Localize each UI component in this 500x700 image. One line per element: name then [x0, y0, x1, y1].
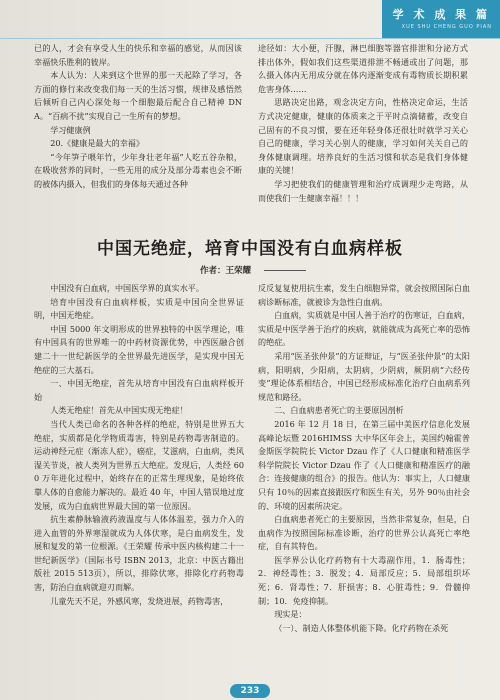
paragraph: 儿童先天不足，外感风寒，发烧进展，药物毒害，	[50, 595, 229, 606]
paragraph: 反反复复使用抗生素，发生白细胞异常，就会按照国际白血病诊断标准，就被诊为急性白血病。	[258, 283, 470, 307]
paragraph: 中国没有白血病，中国医学界的真实水平。	[50, 283, 204, 293]
paragraph: 现实是：	[274, 609, 307, 620]
article-title: 中国无绝症，培育中国没有白血病样板	[97, 239, 403, 259]
paragraph: 采用“医圣张仲景”的方证辩证，与“医圣张仲景”的太阳病，阳明病，少阳病，太阴病，少阴病，厥阴病“六经传变”理论体系相结合，中国已经形成标准化治疗白血病系列规范和路径。	[258, 350, 470, 402]
paragraph: 20.《健康是最大的幸福》	[50, 138, 144, 149]
top-right-column	[258, 42, 468, 205]
paragraph: 中国 5000 年文明形成的世界独特的中医学理论，唯有中国具有的世界唯一的中药材资源优势，中西医融合创建二十一世纪新医学的全世界最先进医学，是实现中国无绝症的三大基石。	[34, 323, 244, 375]
article-author: 作者：王荣耀	[200, 266, 252, 276]
article-right-column	[258, 282, 470, 635]
paragraph: 本人认为：人来到这个世界的那一天起除了学习，各方面的修行来改变我们每一天的生活习惯，规律及感悟然后倾听自己内心深处每一个细胞最后配合自己精神 DNA。“百病不扰”实现自己一生所有的梦想。	[34, 70, 242, 121]
author-underline	[264, 270, 306, 271]
paragraph: 当代人类已命名的各种各样的绝症，特别是世界五大绝症，实质都是化学物质毒害，特别是药物毒害制造的。运动神经元症（渐冻人症），癌症，艾滋病，白血病，类风湿关节炎，被人类列为世界五大绝症。发现后，人类经 600 万年进化过程中，始终存在的正常生理现象，是始终依靠人体的自愈能力解决的。最近 40 年，中国人错误地过度发展，成为白血病世界最大国的第一位原因。	[34, 418, 244, 511]
paragraph: 白血病，实质就是中国人善于治疗的伤寒证，白血病，实质是中医学善于治疗的疾病，就能就成为高死亡率的恐怖的绝症。	[258, 310, 470, 348]
section-title: 学 术 成 果 篇	[392, 8, 490, 21]
paragraph: 培育中国没有白血病样板，实质是中国向全世界证明，中国无绝症。	[34, 296, 244, 321]
section-banner	[382, 0, 500, 38]
paragraph: 思路决定出路，观念决定方向，性格决定命运，生活方式决定健康，健康的体质来之于平时点滴储蓄，改变自己固有的不良习惯，要在还年轻身体还很壮时就学习关心自己的健康，学习关心别人的健康，学习如何关关自己的身体健康调理。培养良好的生活习惯和状态是我们身体健康的关键！	[258, 97, 468, 176]
page-number: 233	[230, 684, 270, 698]
paragraph: （一）、制造人体整体机能下降。化疗药物在杀死	[274, 622, 449, 633]
article-left-column	[34, 282, 244, 608]
header-rule	[0, 38, 500, 39]
paragraph: 学习把使我们的健康管理和治疗成调理少走弯路，从而使我们一生健康幸福！！！	[258, 178, 468, 203]
top-left-column	[34, 42, 242, 192]
paragraph: 2016 年 12 月 18 日，在第三届中美医疗信息化发展高峰论坛暨 2016HIMSS 大中华区年会上，美国约翰霍普金斯医学院院长 Victor Dzau 作了《人口健康和精准医学科学院院长 Victor Dzau 作了《人口健康和精准医疗的融合：连接健康的组合》的报告。他认为：事实上，人口健康只有 10％的因素直接跟医疗和医生有关，另外 90％由社会的、环境的因素所决定。	[258, 418, 470, 511]
paragraph: 抗生素静脉输液药液温度与人体体温差，强力介入的进入血管的外界寒湿就成为人体伏寒，是白血病发生，发展和复发的第一位根源。《王荣耀 传承中医内核构建二十一世纪新医学》（国际书号 ISBN 2013，北京：中医古籍出版社 2015 513页），所以，排除伏寒，排除化疗药物毒害，防治白血病就迎刃而解。	[34, 514, 244, 593]
paragraph: 学习健康例	[50, 124, 91, 135]
section-heading: 一、中国无绝症，首先从培育中国没有白血病样板开始	[34, 378, 244, 402]
section-heading: 二、白血病患者死亡的主要原因剖析	[274, 405, 404, 416]
paragraph: “今年笋子喂年竹，少年身壮老年福”人吃五谷杂粮，在吸收营养的同时，一些无用的成分及部分毒素也会不断的被体内摄入，但我们的身体每天通过各种	[34, 151, 242, 189]
section-pinyin: XUE SHU CHENG GUO PIAN	[401, 24, 492, 30]
paragraph: 白血病患者死亡的主要原因，当然非常复杂，但是，白血病作为按照国际标准诊断，治疗的世界公认高死亡率绝症，自有其特色。	[258, 514, 470, 552]
paragraph: 途径如：大小便，汗腺，淋巴细胞等器官排泄和分泌方式排出体外，假如我们这些渠道排泄不畅通或出了问题，那么摄入体内无用成分就在体内逐渐变成有毒物质长期积累危害身体……	[258, 43, 468, 94]
paragraph: 医学界公认化疗药物有十大毒副作用，1．肠毒性；2．神经毒性；3．脱发；4．局部反应；5．局部组织坏死；6．肾毒性；7．肝损害；8．心脏毒性；9．骨髓抑制；10．免疫抑制。	[258, 554, 470, 606]
paragraph: 已的人，才会有享受人生的快乐和幸福的感觉，从而因该幸福快乐胜利的彼岸。	[34, 43, 242, 67]
paragraph: 人类无绝症！首先从中国实现无绝症！	[50, 405, 188, 416]
